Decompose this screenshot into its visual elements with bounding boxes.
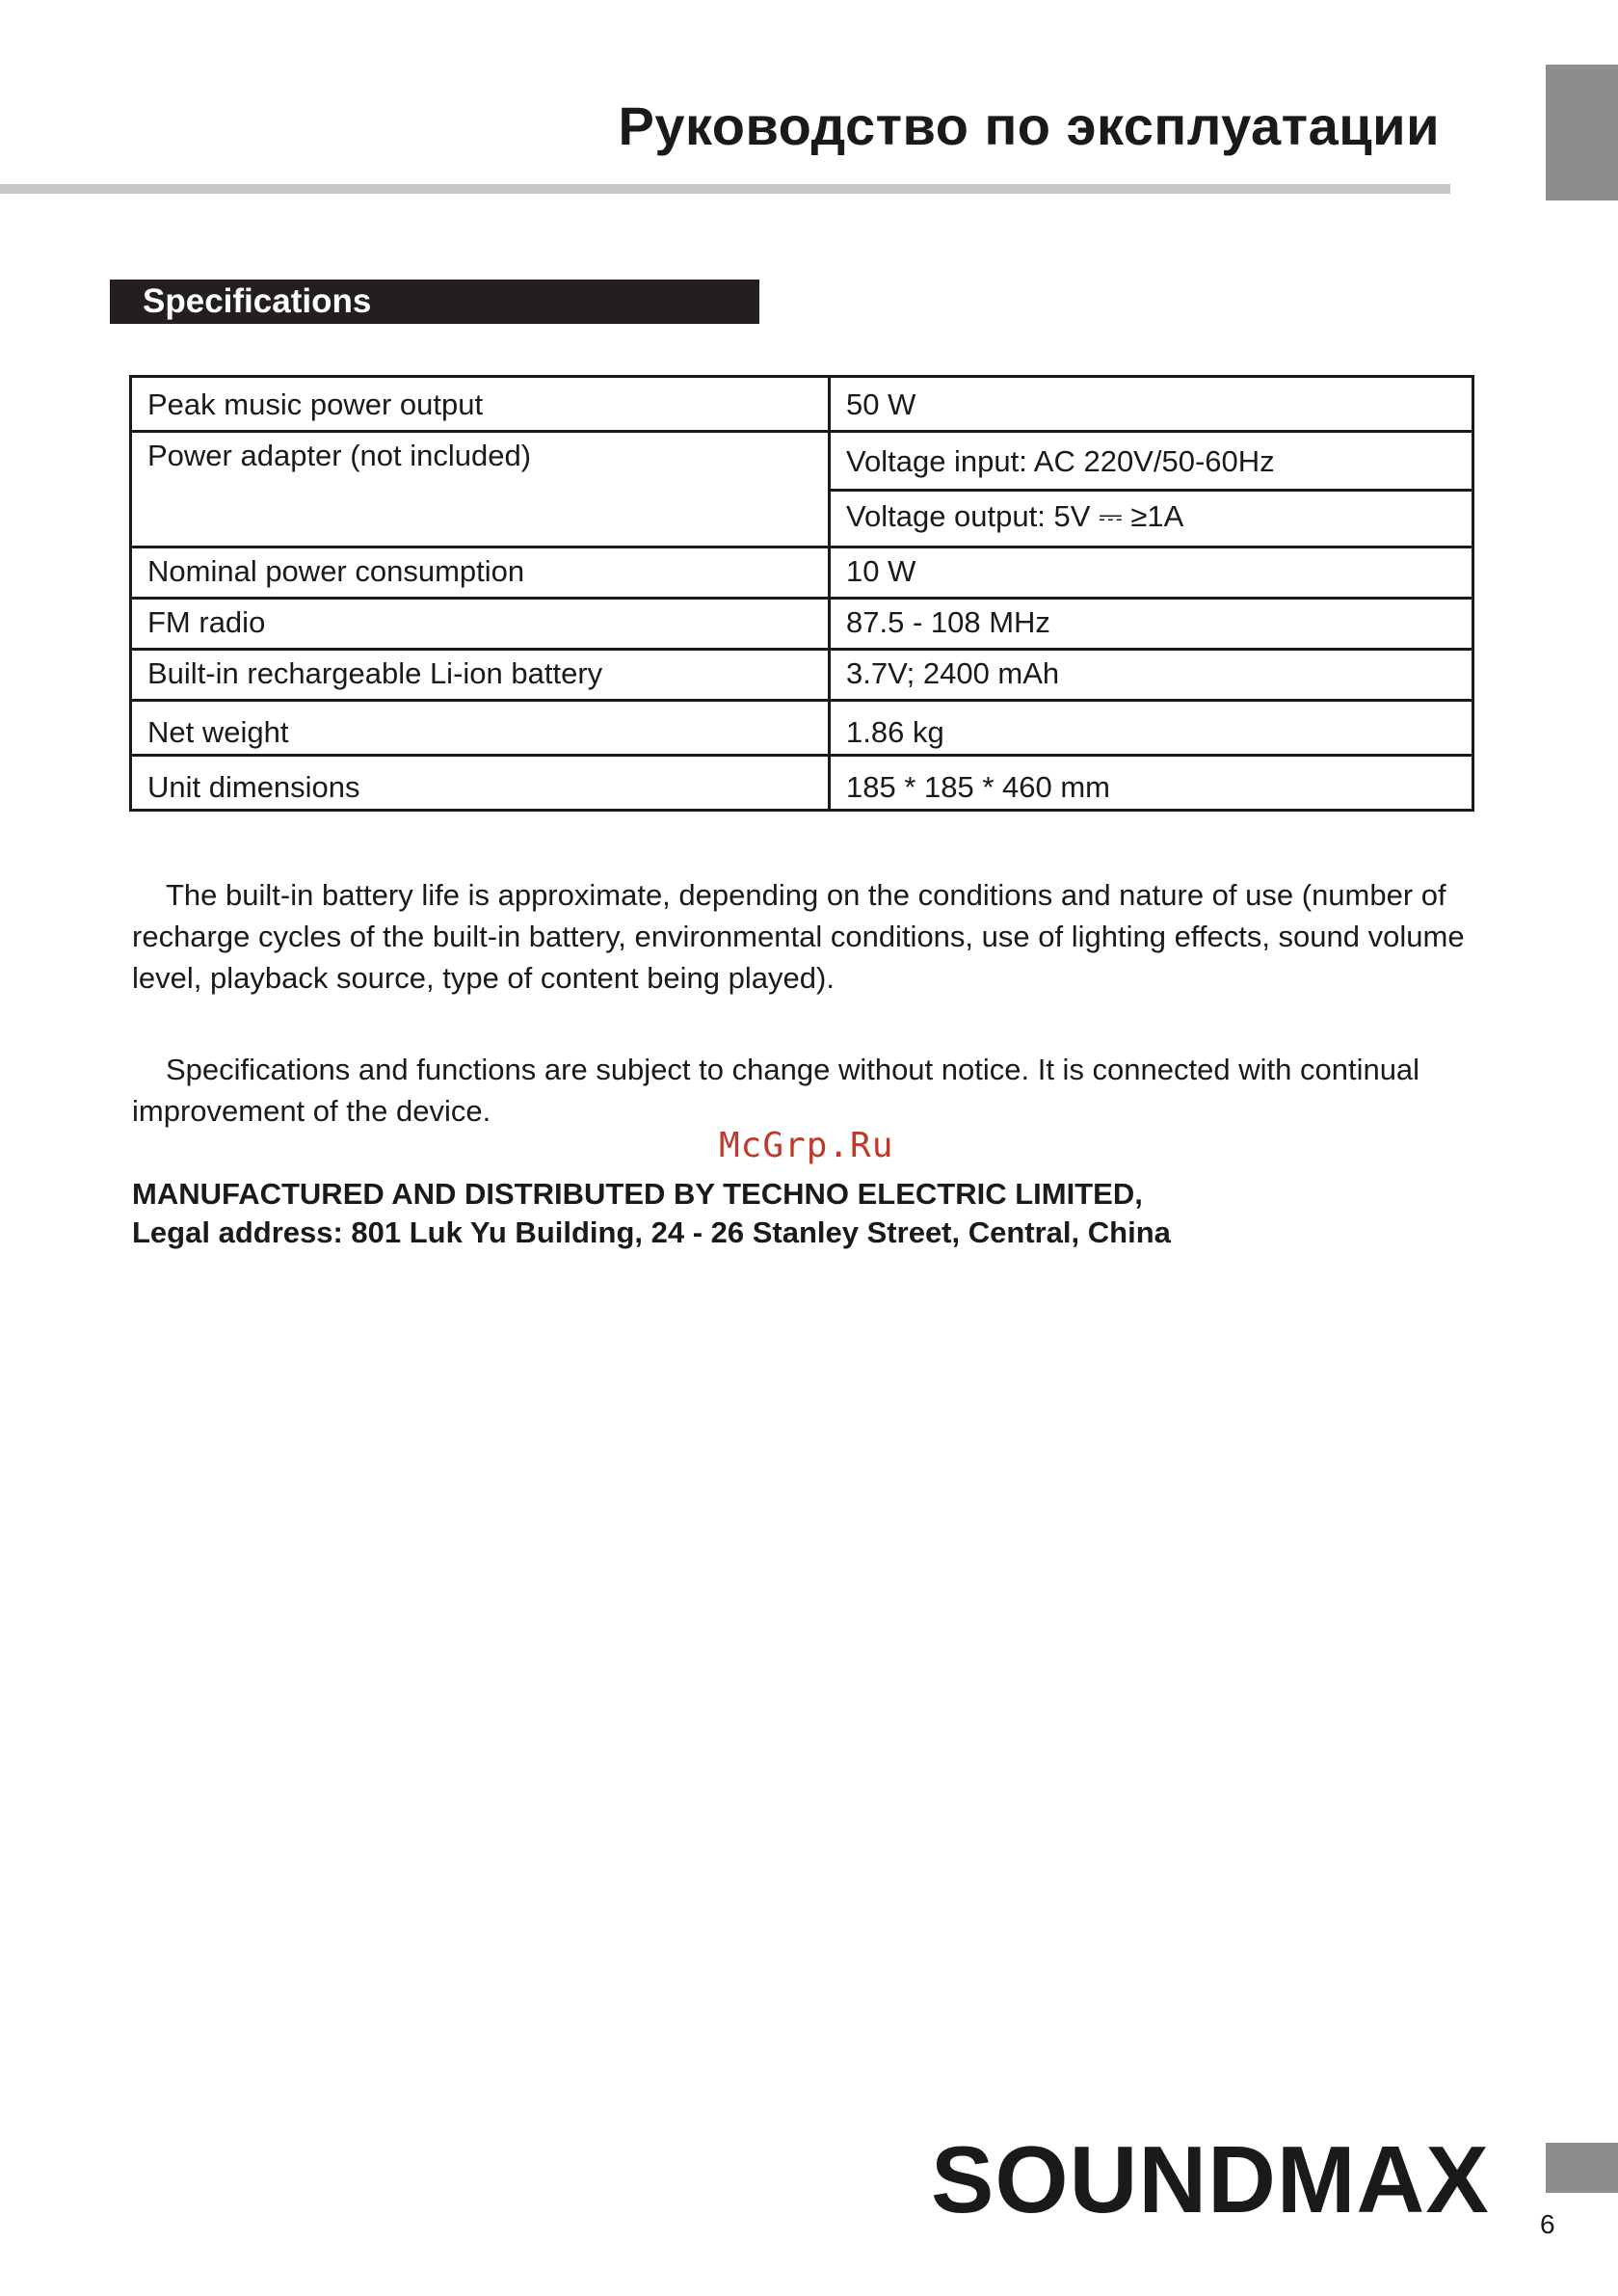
- page-edge-tab: [1546, 2143, 1618, 2193]
- spec-value: Voltage input: AC 220V/50-60Hz: [830, 432, 1473, 491]
- spec-label: Unit dimensions: [131, 756, 830, 811]
- table-row: [131, 432, 1473, 491]
- spec-value: 10 W: [830, 547, 1473, 599]
- table-row: [131, 547, 1473, 599]
- section-header: [110, 280, 759, 324]
- battery-note-text: The built-in battery life is approximate, depending on the conditions and nature of use (number of recharge cycles of the built-in battery, environmental conditions, use of lighting effects, sound volume level, playback source, type of content being played).: [132, 878, 1465, 995]
- brand-logo: SOUNDMAX: [931, 2126, 1490, 2232]
- changes-note-text: Specifications and functions are subject to change without notice. It is connected with continual improvement of the device.: [132, 1053, 1420, 1128]
- page-edge-tab: [1546, 65, 1618, 200]
- spec-value: 50 W: [830, 377, 1473, 432]
- legal-address: Legal address: 801 Luk Yu Building, 24 - 26 Stanley Street, Central, China: [132, 1215, 1171, 1249]
- battery-note: [132, 874, 1472, 999]
- spec-label: Power adapter (not included): [131, 432, 830, 547]
- spec-label: Peak music power output: [131, 377, 830, 432]
- header-divider: [0, 184, 1450, 194]
- table-row: [131, 756, 1473, 811]
- page-title: Руководство по эксплуатации: [618, 95, 1440, 156]
- spec-label: FM radio: [131, 599, 830, 650]
- spec-value: 185 * 185 * 460 mm: [830, 756, 1473, 811]
- table-row: [131, 650, 1473, 701]
- specifications-table: [129, 375, 1474, 812]
- spec-value: 87.5 - 108 MHz: [830, 599, 1473, 650]
- page-number: 6: [1540, 2209, 1555, 2239]
- table-row: [131, 377, 1473, 432]
- spec-label: Built-in rechargeable Li-ion battery: [131, 650, 830, 701]
- spec-label: Nominal power consumption: [131, 547, 830, 599]
- spec-value: 3.7V; 2400 mAh: [830, 650, 1473, 701]
- manufacturer-line: MANUFACTURED AND DISTRIBUTED BY TECHNO ELECTRIC LIMITED,: [132, 1177, 1143, 1211]
- table-row: [131, 701, 1473, 756]
- spec-value: 1.86 kg: [830, 701, 1473, 756]
- watermark: McGrp.Ru: [719, 1126, 894, 1165]
- spec-value: Voltage output: 5V ⎓ ≥1A: [830, 491, 1473, 547]
- changes-note: [132, 1049, 1472, 1132]
- spec-label: Net weight: [131, 701, 830, 756]
- table-row: [131, 599, 1473, 650]
- section-title: Specifications: [143, 282, 372, 320]
